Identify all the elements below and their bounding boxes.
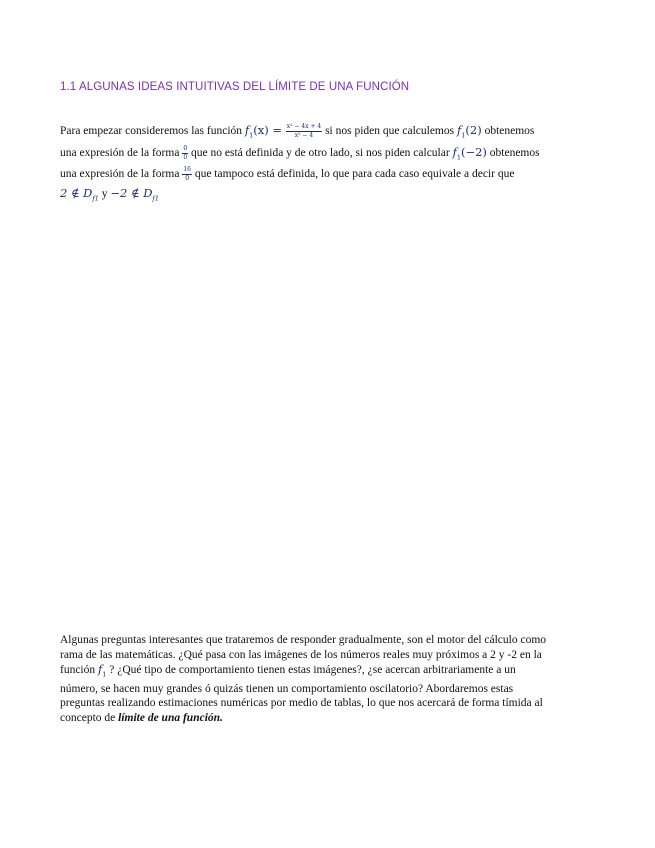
text-run: ? ¿Qué tipo de comportamiento tienen estas imágenes?, ¿se acercan arbitrariamente a un: [106, 664, 516, 676]
questions-paragraph: [60, 633, 608, 725]
emphasized-term: límite de una función.: [118, 711, 223, 724]
text-run: que no está definida y de otro lado, si nos piden calcular: [188, 147, 453, 159]
questions-line-6: [60, 711, 608, 726]
domain-subscript: f1: [152, 194, 159, 203]
text-run: si nos piden que calculemos: [322, 125, 457, 137]
function-fraction: [286, 124, 323, 139]
text-run: función: [60, 664, 99, 676]
section-heading: 1.1 ALGUNAS IDEAS INTUITIVAS DEL LÍMITE DE UNA FUNCIÓN: [60, 81, 410, 93]
questions-line-5: preguntas realizando estimaciones numéricas por medio de tablas, lo que nos acercará de forma tímida al: [60, 697, 543, 710]
intro-line-4: [60, 185, 540, 201]
function-symbol: f: [98, 662, 103, 676]
function-evaluation: (−2): [460, 145, 487, 159]
function-subscript: 1: [102, 670, 107, 679]
function-subscript: 1: [249, 131, 254, 140]
function-subscript: 1: [456, 153, 461, 162]
text-run: que tampoco está definida, lo que para cada caso equivale a decir que: [191, 168, 515, 180]
fraction-denominator: x² − 4: [294, 131, 314, 139]
domain-subscript: f1: [92, 194, 99, 203]
function-argument: (x) =: [253, 123, 286, 137]
text-run: una expresión de la forma: [60, 168, 183, 180]
text-run: Para empezar consideremos las función: [60, 125, 245, 137]
function-symbol: f: [452, 145, 457, 159]
intro-line-2: [60, 141, 540, 163]
function-subscript: 1: [461, 131, 466, 140]
text-run: una expresión de la forma: [60, 147, 183, 159]
fraction-denominator: 0: [183, 153, 188, 161]
text-run: y: [98, 188, 111, 200]
questions-line-2: rama de las matemáticas. ¿Qué pasa con las imágenes de los números reales muy próximos a 2 y -2 en la: [60, 648, 542, 661]
sixteen-over-zero-fraction: [182, 167, 192, 182]
domain-statement-1: 2 ∉ D: [60, 186, 93, 200]
questions-line-4: número, se hacen muy grandes ó quizás tienen un comportamiento oscilatorio? Abordaremos estas: [60, 682, 514, 695]
intro-line-3: [60, 163, 540, 185]
function-symbol: f: [456, 123, 462, 137]
text-run: obtenemos: [481, 125, 535, 137]
intro-paragraph: [60, 119, 540, 201]
fraction-numerator: 0: [183, 144, 188, 152]
intro-line-1: [60, 119, 540, 141]
fraction-numerator: 16: [183, 165, 191, 173]
questions-line-3: [60, 662, 608, 682]
function-evaluation: (2): [465, 123, 482, 137]
questions-line-1: Algunas preguntas interesantes que trataremos de responder gradualmente, son el motor del cálculo como: [60, 634, 547, 646]
domain-statement-2: −2 ∉ D: [110, 186, 153, 200]
text-run: concepto de: [60, 711, 119, 724]
function-symbol: f: [244, 123, 250, 137]
fraction-denominator: 0: [185, 174, 190, 182]
text-run: obtenemos: [486, 147, 540, 159]
fraction-numerator: x² − 4x + 4: [286, 122, 322, 130]
